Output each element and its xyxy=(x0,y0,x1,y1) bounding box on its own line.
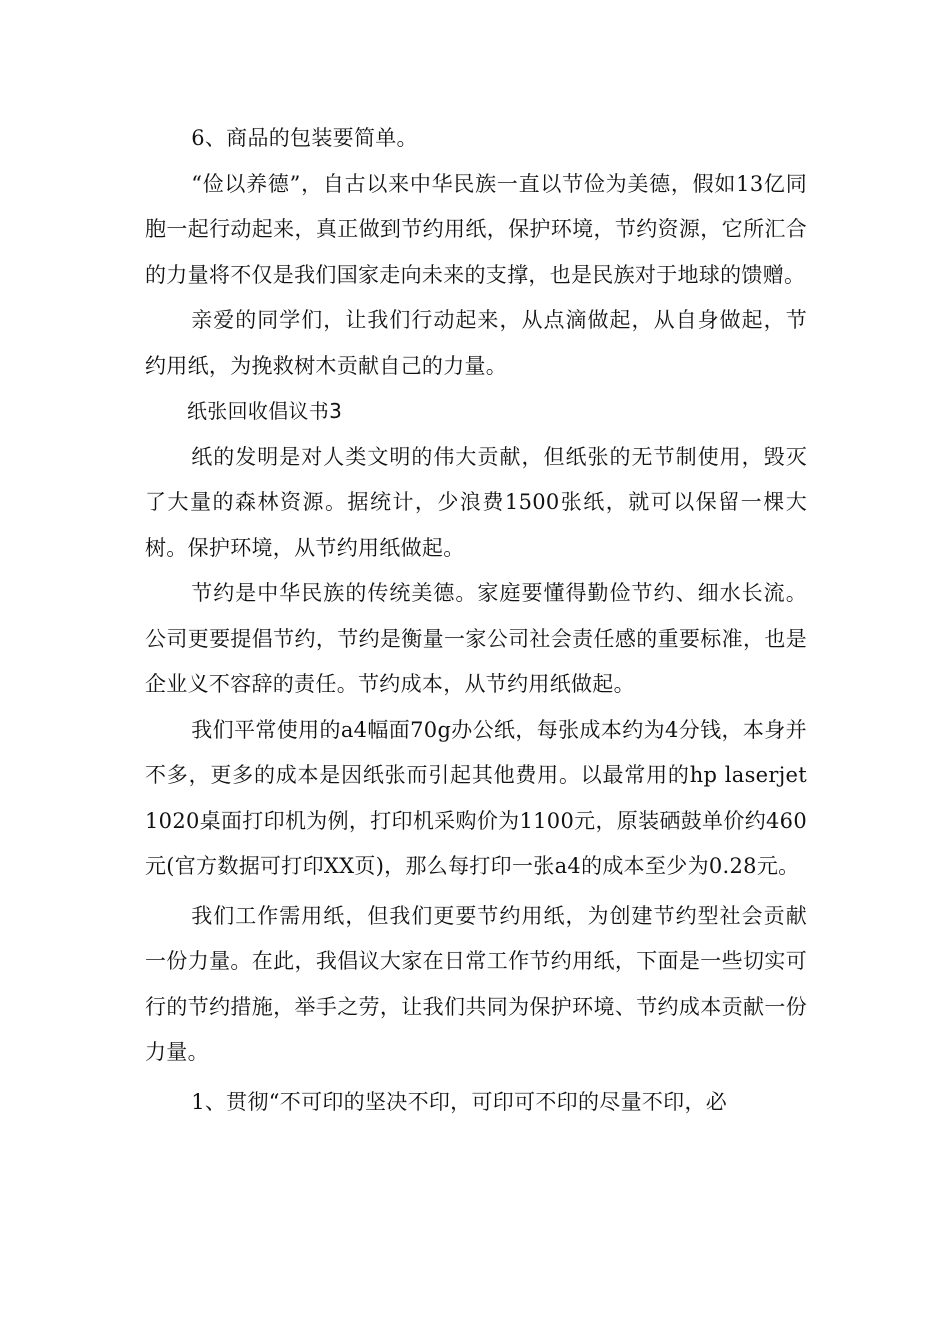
paragraph-paper-invention: 纸的发明是对人类文明的伟大贡献，但纸张的无节制使用，毁灭了大量的森林资源。据统计，少浪费1500张纸，就可以保留一棵大树。保护环境，从节约用纸做起。 xyxy=(145,444,807,560)
paragraph-proposal: 我们工作需用纸，但我们更要节约用纸，为创建节约型社会贡献一份力量。在此，我倡议大家在日常工作节约用纸，下面是一些切实可行的节约措施，举手之劳，让我们共同为保护环境、节约成本贡献一份力量。 xyxy=(145,903,807,1064)
paragraph-packaging: 6、商品的包装要简单。 xyxy=(191,126,418,150)
paragraph-paper-cost: 我们平常使用的a4幅面70g办公纸，每张成本约为4分钱，本身并不多，更多的成本是因纸张而引起其他费用。以最常用的hp laserjet 1020桌面打印机为例，打印机采购价为1100元，原装硒鼓单价约460元(官方数据可打印XX页)，那么每打印一张a4的成本至少为0.28元。 xyxy=(145,717,807,878)
paragraph-saving-virtue: 节约是中华民族的传统美德。家庭要懂得勤俭节约、细水长流。公司更要提倡节约，节约是衡量一家公司社会责任感的重要标准，也是企业义不容辞的责任。节约成本，从节约用纸做起。 xyxy=(145,581,807,696)
paragraph-frugality: “俭以养德”，自古以来中华民族一直以节俭为美德，假如13亿同胞一起行动起来，真正做到节约用纸，保护环境，节约资源，它所汇合的力量将不仅是我们国家走向未来的支撑，也是民族对于地球的馈赠。 xyxy=(145,171,807,287)
paragraph-classmates: 亲爱的同学们，让我们行动起来，从点滴做起，从自身做起，节约用纸，为挽救树木贡献自己的力量。 xyxy=(145,308,807,378)
paragraph-measure-1: 1、贯彻“不可印的坚决不印，可印可不印的尽量不印，必 xyxy=(191,1089,728,1114)
section-title: 纸张回收倡议书3 xyxy=(187,399,343,423)
document-body xyxy=(145,116,807,1125)
